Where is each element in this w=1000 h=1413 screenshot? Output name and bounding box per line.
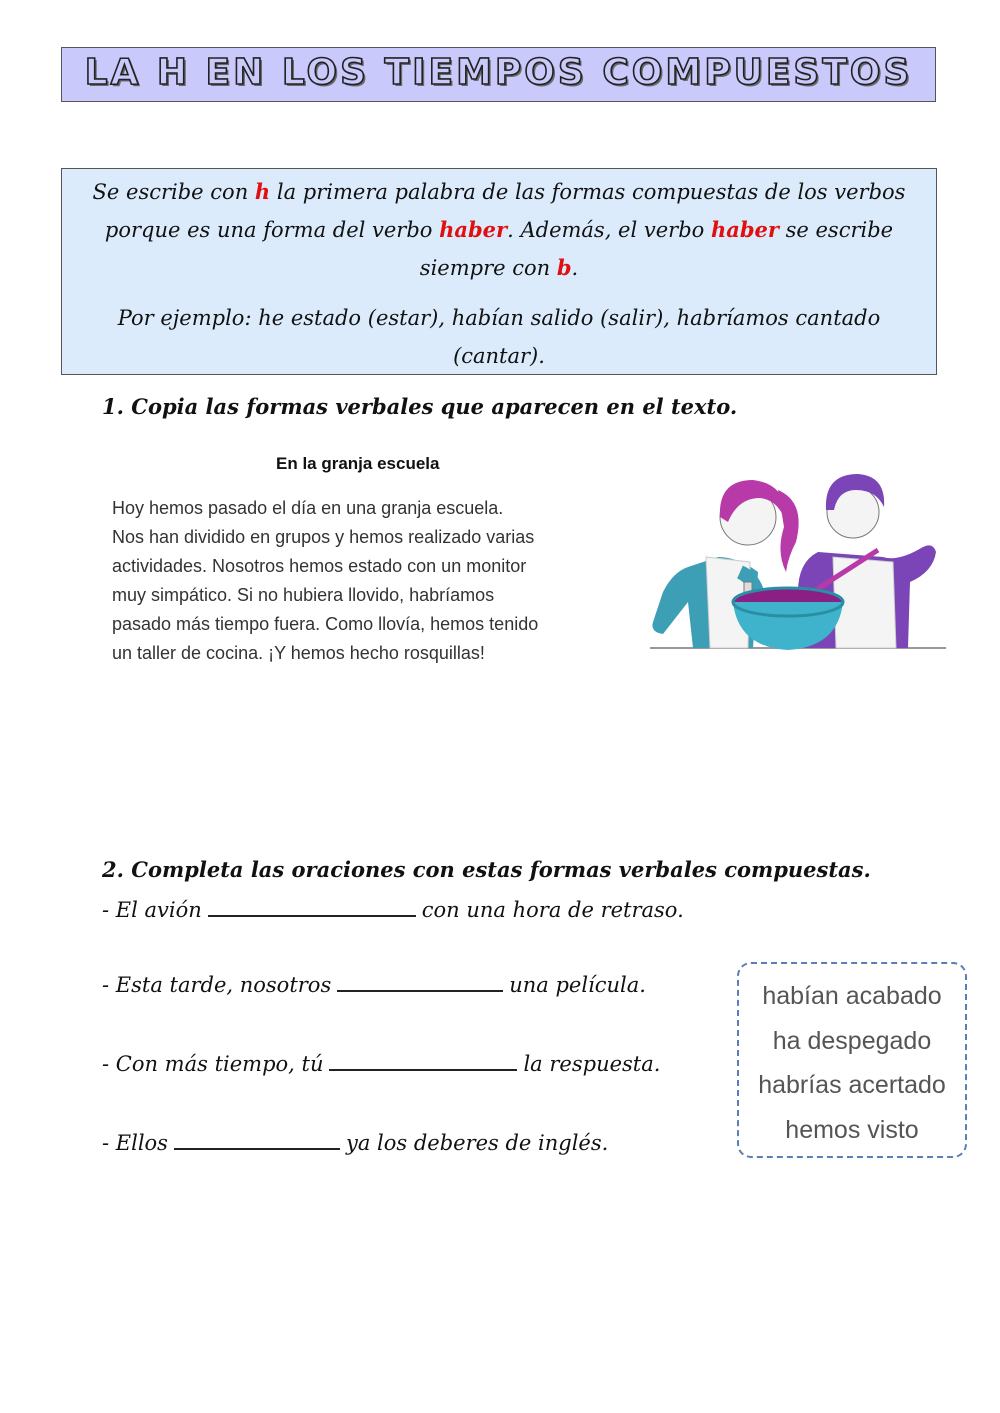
- reading-line: actividades. Nosotros hemos estado con un monitor: [112, 556, 527, 576]
- sentence-end: con una hora de retraso.: [421, 898, 684, 922]
- rule-highlight-b: b: [556, 255, 572, 280]
- word-bank-item[interactable]: habían acabado: [762, 982, 942, 1010]
- reading-text: [112, 494, 632, 668]
- answer-blank[interactable]: [174, 1128, 340, 1150]
- title-banner: [61, 47, 936, 102]
- word-bank-item[interactable]: hemos visto: [785, 1115, 919, 1144]
- word-bank-item[interactable]: ha despegado: [772, 1026, 932, 1055]
- reading-title: En la granja escuela: [276, 454, 440, 473]
- answer-blank[interactable]: [208, 895, 416, 917]
- rule-part: la primera palabra de las formas compuestas de los verbos porque es una forma del verbo: [104, 180, 906, 242]
- answer-blank[interactable]: [337, 970, 503, 992]
- answer-blank[interactable]: [329, 1049, 517, 1071]
- sentence-start: - Con más tiempo, tú: [102, 1052, 324, 1076]
- reading-line: Hoy hemos pasado el día en una granja escuela.: [112, 498, 504, 518]
- rule-part: . Además, el verbo: [507, 218, 711, 242]
- question-2-label: 2. Completa las oraciones con estas formas verbales compuestas.: [102, 857, 871, 882]
- sentence-1: [102, 895, 684, 922]
- word-bank: [737, 962, 967, 1158]
- reading-line: un taller de cocina. ¡Y hemos hecho rosquillas!: [112, 643, 485, 663]
- rule-highlight-haber: haber: [439, 217, 508, 242]
- rule-part: Se escribe con: [92, 180, 255, 204]
- word-bank-item[interactable]: habrías acertado: [758, 1071, 946, 1099]
- rule-part: se escribe siempre con: [419, 218, 894, 280]
- reading-line: muy simpático. Si no hubiera llovido, habríamos: [112, 585, 495, 605]
- sentence-end: una película.: [509, 973, 646, 997]
- rule-text: [84, 173, 914, 287]
- two-kids-cooking-illustration: [648, 462, 948, 662]
- rule-part: .: [571, 256, 579, 280]
- sentence-3: [102, 1049, 660, 1076]
- rule-highlight-h: h: [254, 179, 271, 204]
- rule-highlight-haber: haber: [710, 217, 779, 242]
- sentence-start: - Ellos: [102, 1131, 168, 1155]
- sentence-4: [102, 1128, 608, 1155]
- sentence-2: [102, 970, 646, 997]
- sentence-end: ya los deberes de inglés.: [345, 1131, 609, 1155]
- question-1-label: 1. Copia las formas verbales que aparecen en el texto.: [102, 394, 738, 419]
- reading-line: Nos han dividido en grupos y hemos realizado varias: [112, 527, 535, 547]
- rule-box: [61, 168, 937, 375]
- reading-line: pasado más tiempo fuera. Como llovía, hemos tenido: [112, 614, 539, 634]
- sentence-end: la respuesta.: [523, 1052, 661, 1076]
- sentence-start: - Esta tarde, nosotros: [102, 973, 332, 997]
- rule-example: Por ejemplo: he estado (estar), habían salido (salir), habríamos cantado (cantar).: [117, 306, 881, 368]
- page-title: LA H EN LOS TIEMPOS COMPUESTOS: [84, 52, 913, 93]
- sentence-start: - El avión: [102, 898, 202, 922]
